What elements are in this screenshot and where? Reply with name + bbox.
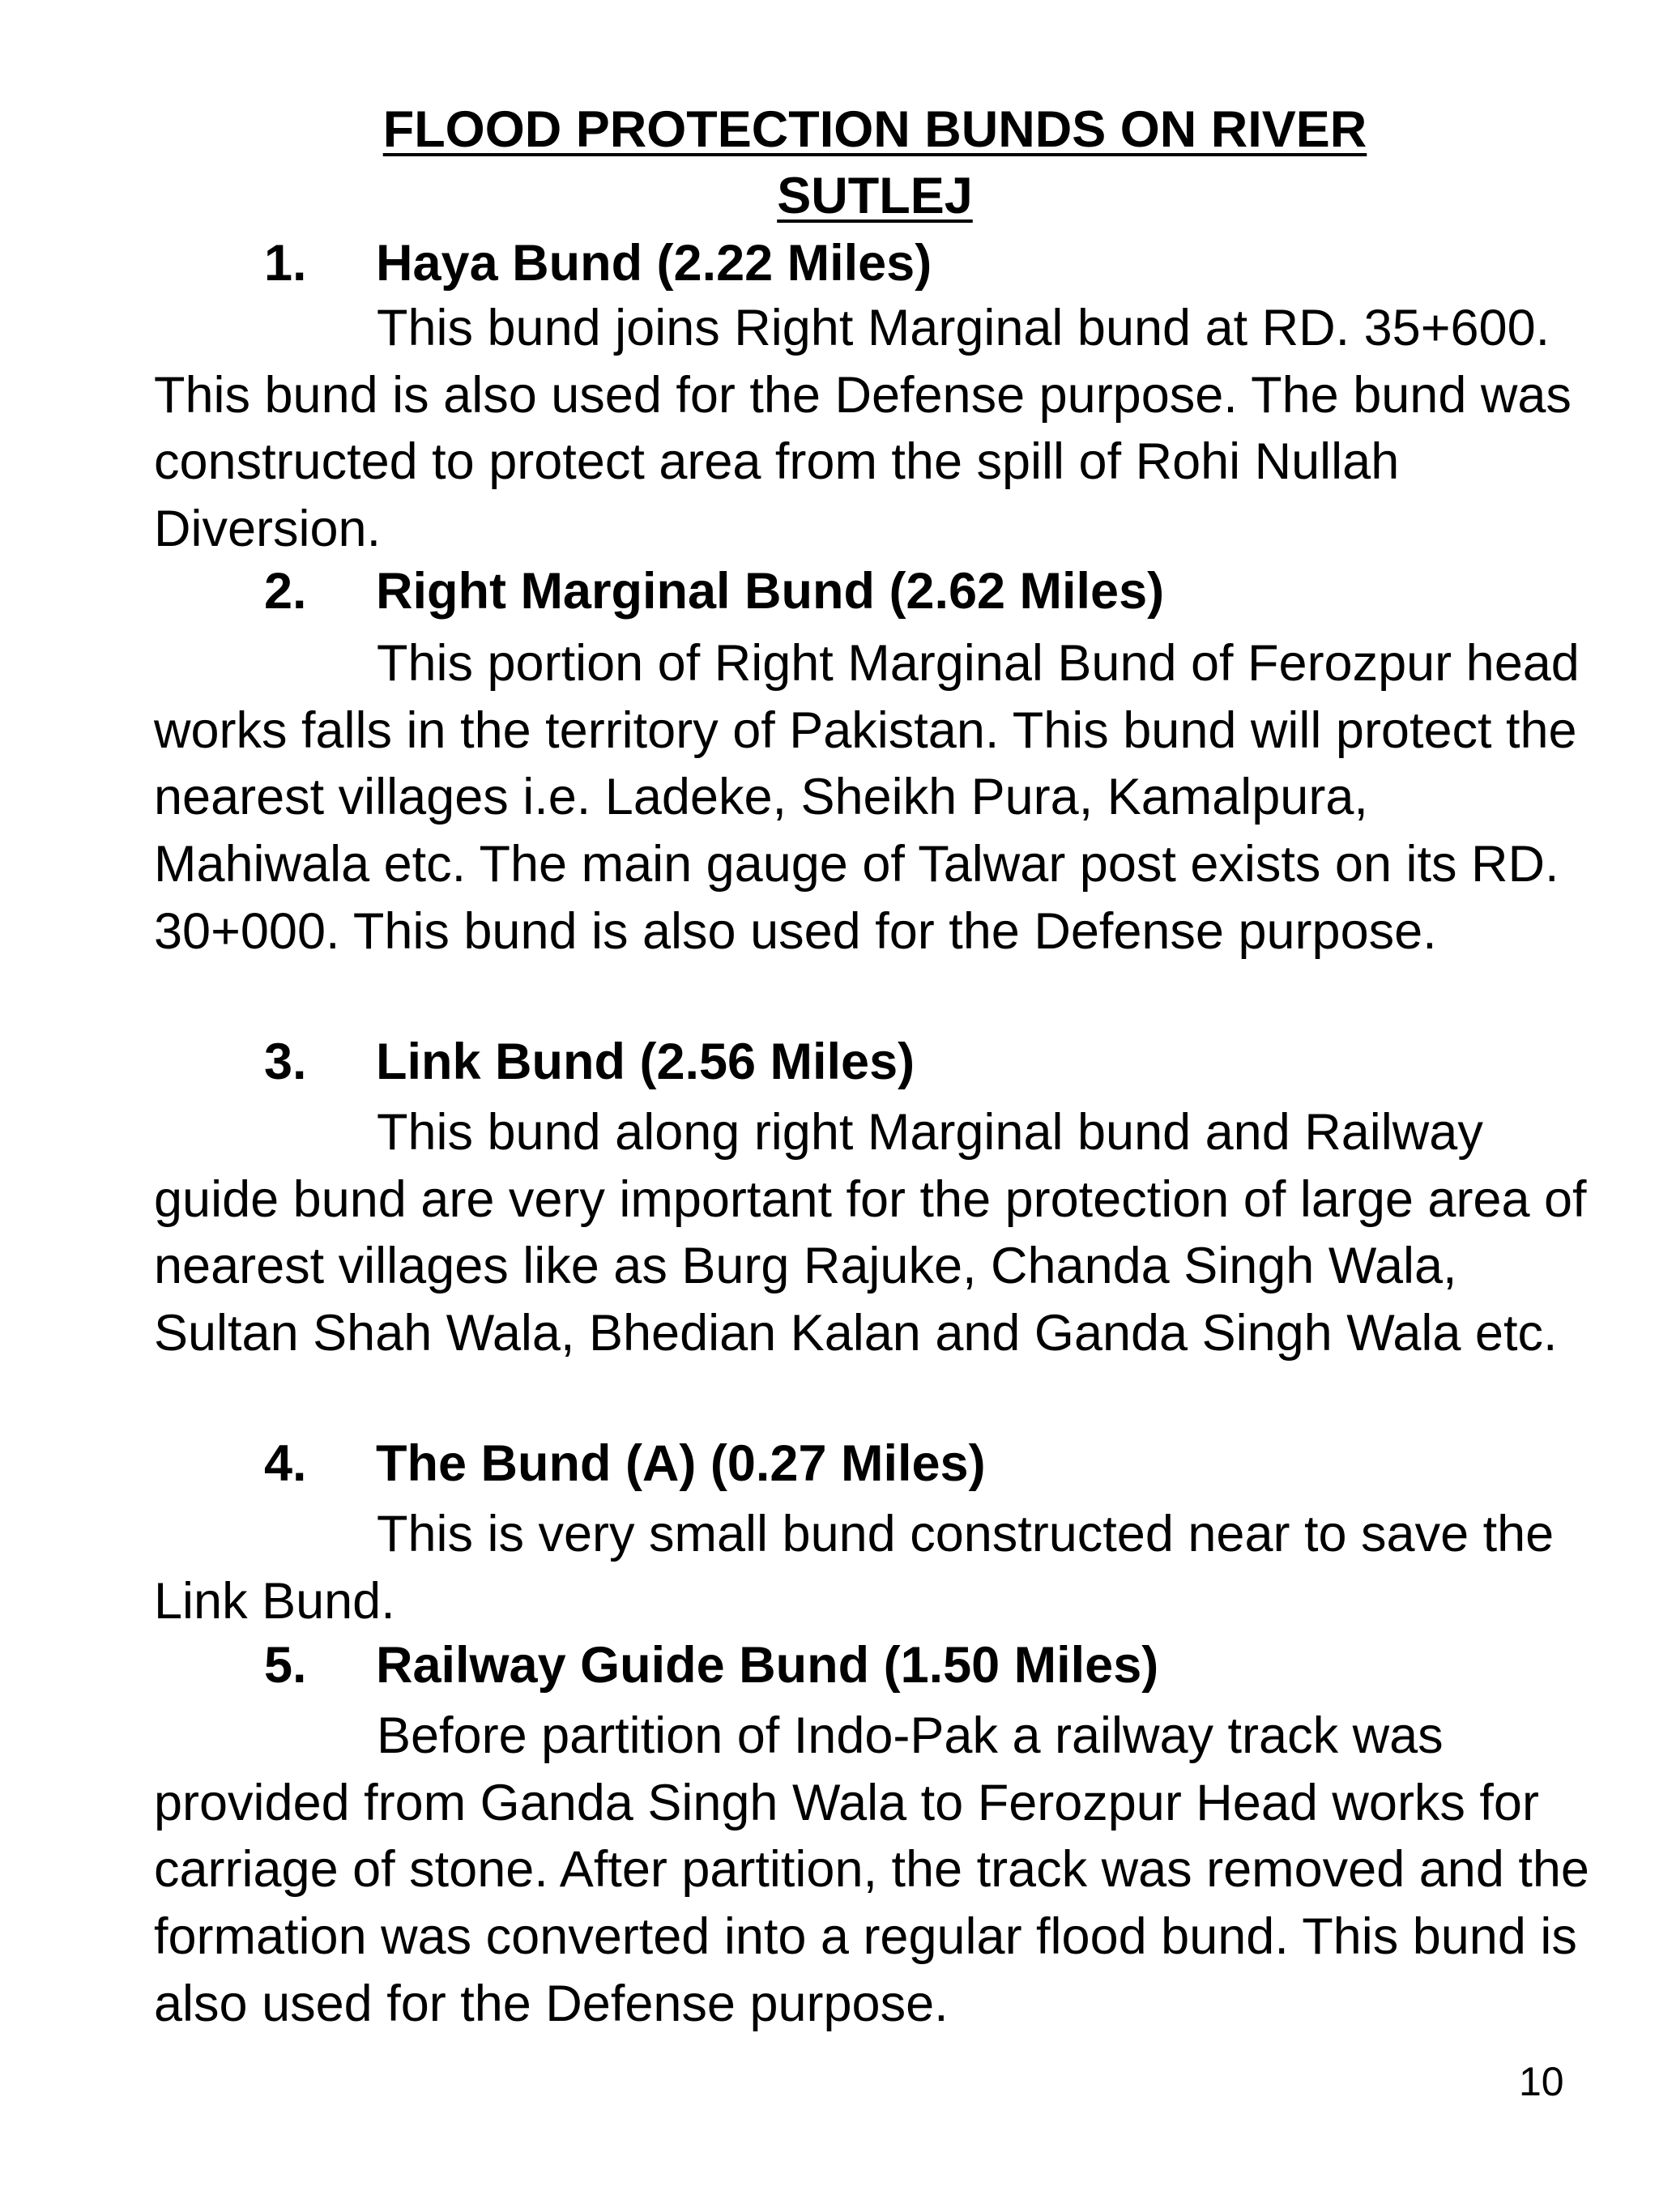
section-title: Haya Bund (2.22 Miles) [376,235,932,292]
section-heading [264,557,1164,625]
section-title: The Bund (A) (0.27 Miles) [376,1435,986,1492]
section-title: Right Marginal Bund (2.62 Miles) [376,563,1165,620]
section-title: Link Bund (2.56 Miles) [376,1034,915,1090]
section-heading [264,229,932,297]
section-number: 3. [264,1034,307,1090]
section-heading [264,1631,1158,1699]
section-title: Railway Guide Bund (1.50 Miles) [376,1637,1159,1694]
section-paragraph: This portion of Right Marginal Bund of Ferozpur head works falls in the territory of Pakistan. This bund will protect the nearest villages i.e. Ladeke, Sheikh Pura, Kamalpura, Mahiwala etc. The main gauge of Talwar post exists on its RD. 30+000. This bund is also used for the Defense purpose. [154,635,1580,960]
section-paragraph: This bund along right Marginal bund and Railway guide bund are very important for the protection of large area of nearest villages like as Burg Rajuke, Chanda Singh Wala, Sultan Shah Wala, Bhedian Kalan and Ganda Singh Wala etc. [154,1104,1587,1362]
section-number: 1. [264,235,307,292]
section-heading [264,1028,915,1096]
section-paragraph: This is very small bund constructed near to save the Link Bund. [154,1506,1555,1630]
page-title-line-1: FLOOD PROTECTION BUNDS ON RIVER [382,101,1367,158]
section-heading [264,1430,986,1498]
section-number: 4. [264,1435,307,1492]
page-number: 10 [1519,2059,1564,2104]
section-paragraph: This bund joins Right Marginal bund at RD. 35+600. This bund is also used for the Defense purpose. The bund was constructed to protect area from the spill of Rohi Nullah Diversion. [154,300,1572,558]
page-title-line-2: SUTLEJ [777,168,973,224]
section-number: 5. [264,1637,307,1694]
section-number: 2. [264,563,307,620]
section-paragraph: Before partition of Indo-Pak a railway track was provided from Ganda Singh Wala to Ferozpur Head works for carriage of stone. After partition, the track was removed and the formation was converted into a regular flood bund. This bund is also used for the Defense purpose. [154,1707,1589,2032]
